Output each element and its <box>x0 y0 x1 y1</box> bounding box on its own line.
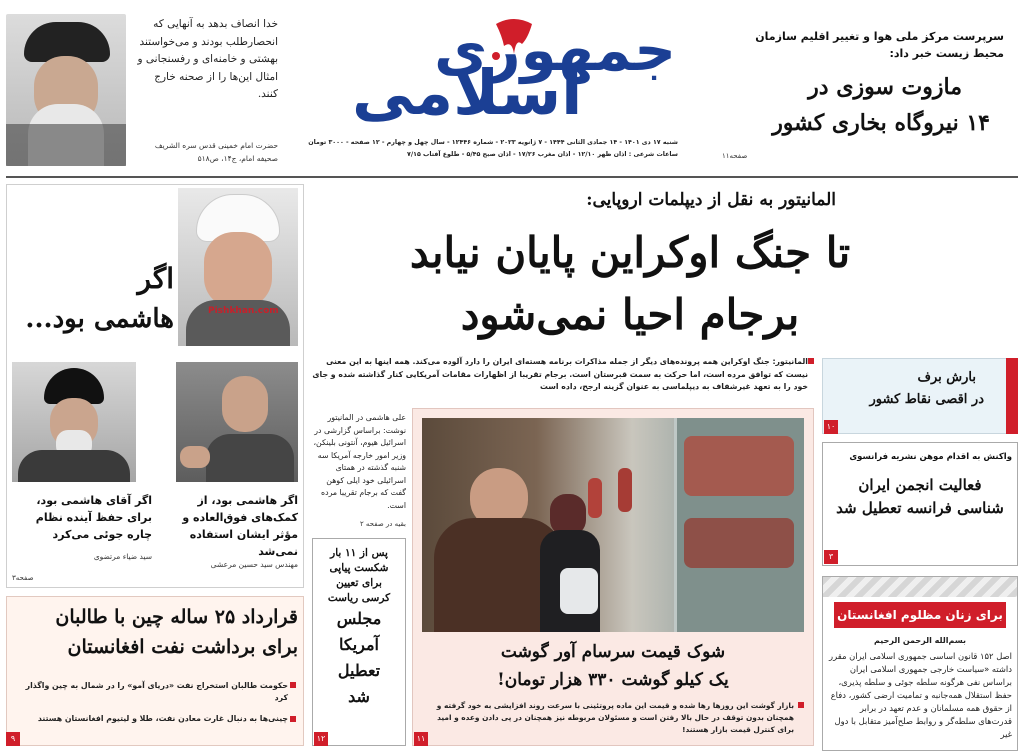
hashemi-headline-1: اگر <box>137 262 174 295</box>
lead-headline-2: برجام احیا نمی‌شود <box>460 290 800 339</box>
marashi-photo <box>176 362 298 482</box>
women-pattern <box>823 577 1017 597</box>
lead-headline-1: تا جنگ اوکراین پایان نیابد <box>409 228 851 277</box>
us-line: شد <box>348 687 370 706</box>
bullet-square-icon <box>808 358 814 364</box>
mortazavi-name: سید ضیاء مرتضوی <box>93 552 152 561</box>
prayer-times: ساعات شرعی : اذان ظهر ۱۲/۱۰ - اذان مغرب ۱۷/۲۶ - اذان صبح ۵/۴۵ - طلوع آفتاب ۷/۱۵ <box>406 151 678 158</box>
masthead-logo <box>346 12 682 132</box>
khomeini-photo <box>6 14 126 166</box>
mortazavi-caption: اگر آقای هاشمی بود، برای حفظ آینده نظام چاره جوئی می‌کرد <box>35 494 152 541</box>
france-page-badge: ۳ <box>824 550 838 564</box>
france-kicker: واکنش به اقدام موهن نشریه فرانسوی <box>849 452 1012 462</box>
meat-headline-2: یک کیلو گوشت ۳۳۰ هزار تومان! <box>497 670 729 690</box>
bullet-square-icon <box>290 716 296 722</box>
us-line: پس از ۱۱ بار <box>330 547 388 559</box>
lead-body: المانیتور: جنگ اوکراین همه پرونده‌های دیگر از جمله مذاکرات برنامه هسته‌ای ایران را دارد آلوده می‌کند. همه اینها به این معنی نیست که توافق مرده است، اما حرکت به سمت قبرستان است. برجام تقریبا از اظهارات مقامات آمریکایی کنار گذاشته شده و جای خود را به تعهد غیرشفاف به دیپلماسی به عنوان گزینه ارجح، داده است <box>312 357 808 391</box>
snow-line-1: بارش برف <box>917 370 976 385</box>
meat-page-badge: ۱۱ <box>414 732 428 746</box>
hashemi-headline-2: هاشمی بود... <box>25 304 174 334</box>
masthead-word-eslami: اسلامی <box>352 56 583 129</box>
photo-watermark: Pishkhan.com <box>208 306 279 316</box>
top-right-headline-2: ۱۴ نیروگاه بخاری کشور <box>772 110 990 136</box>
bullet-square-icon <box>290 682 296 688</box>
women-banner <box>834 602 1006 628</box>
us-line: مجلس <box>336 609 382 628</box>
us-line: آمریکا <box>338 635 379 654</box>
israel-column-ref: بقیه در صفحه ۲ <box>359 520 406 528</box>
us-congress-lines <box>316 546 402 710</box>
marashi-name: مهندس سید حسین مرعشی <box>210 560 298 569</box>
lead-kicker: المانیتور به نقل از دیپلمات اروپایی: <box>586 190 836 210</box>
imam-quote-ref: صحیفه امام، ج۱۴، ص۵۱۸ <box>197 154 278 163</box>
taliban-bullet-2: چینی‌ها به دنبال غارت معادن نفت، طلا و لیتیوم افغانستان هستند <box>37 714 288 723</box>
header-divider <box>6 176 1018 178</box>
snow-page-badge: ۱۰ <box>824 420 838 434</box>
us-line: برای تعیین <box>336 577 382 589</box>
women-body: اصل ۱۵۲ قانون اساسی جمهوری اسلامی ایران مقرر داشته «سیاست خارجی جمهوری اسلامی ایران براساس نفی هرگونه سلطه جوئی و سلطه پذیری، حفظ استقلال همه‌جانبه و تمامیت ارضی کشور، دفاع از حقوق همه مسلمانان و عدم تعهد در برابر قدرت‌های سلطه‌گر و روابط صلح‌آمیز متقابل با دول غیر <box>829 651 1012 739</box>
us-page-badge: ۱۲ <box>314 732 328 746</box>
hashemi-photo <box>178 188 298 346</box>
meat-body: بازار گوشت این روزها رها شده و قیمت این ماده پروتئینی با سرعت روند افزایشی به خود گرفته و همچنان بدون توقف در حال بالا رفتن است و مسئولان مربوطه نیز همچنان در پی دادن وعده و امید برای کنترل قیمت بازار هستند! <box>436 701 794 734</box>
israel-column-body: علی هاشمی در المانیتور نوشت: براساس گزارشی در اسرائیل هیوم، آنتونی بلینکن، وزیر امور خارجه آمریکا سه شنبه گذشته در همتای اسرائیلی خود ایلی کوهن گفت که برجام تقریبا مرده است. <box>313 413 406 510</box>
imam-quote-source: حضرت امام خمینی قدس سره الشریف <box>154 141 278 150</box>
top-right-headline-1: مازوت سوزی در <box>808 74 962 100</box>
mortazavi-photo <box>12 362 136 482</box>
us-line: کرسی ریاست <box>327 592 391 604</box>
taliban-headline-2: برای برداشت نفت افغانستان <box>67 636 298 658</box>
top-right-page-ref: صفحه۱۱ <box>722 152 748 160</box>
butcher-shop-photo <box>422 418 804 632</box>
bullet-square-icon <box>798 702 804 708</box>
masthead-word-jomhouri: جمهوری <box>434 16 676 84</box>
snow-line-2: در اقصی نقاط کشور <box>869 392 984 407</box>
taliban-bullet-1: حکومت طالبان استخراج نفت «دریای آمو» را در شمال به چین واگذار کرد <box>25 681 288 702</box>
us-line: شکست پیاپی <box>329 562 389 574</box>
dateline: شنبه ۱۷ دی ۱۴۰۱ - ۱۴ جمادی الثانی ۱۴۴۴ - ۷ ژانویه ۲۰۲۳ - شماره ۱۲۴۴۶ - سال چهل و چهارم - ۱۲ صفحه - ۳۰۰۰ تومان <box>308 139 678 146</box>
taliban-headline-1: قرارداد ۲۵ ساله چین با طالبان <box>55 606 298 628</box>
women-banner-text: برای زنان مظلوم افغانستان <box>837 608 1003 622</box>
taliban-page-badge: ۹ <box>6 732 20 746</box>
top-right-kicker: سرپرست مرکز ملی هوا و تغییر اقلیم سازمان محیط زیست خبر داد: <box>755 30 1004 60</box>
us-line: تعطیل <box>337 661 381 680</box>
imam-quote: خدا انصاف بدهد به آنهایی که انحصارطلب بودند و می‌خواستند بهشتی و خامنه‌ای و رفسنجانی و امثال این‌ها را از صحنه خارج کنند. <box>137 18 278 100</box>
women-basmala: بسم‌الله الرحمن الرحیم <box>874 636 966 645</box>
france-headline: فعالیت انجمن ایران شناسی فرانسه تعطیل شد <box>836 476 1004 517</box>
hashemi-page-ref: صفحه۳ <box>12 574 34 582</box>
meat-headline-1: شوک قیمت سرسام آور گوشت <box>500 642 726 662</box>
marashi-caption: اگر هاشمی بود، از کمک‌های فوق‌العاده و مؤثر ایشان استفاده نمی‌شد <box>182 494 298 558</box>
snow-red-bar <box>1006 358 1018 434</box>
